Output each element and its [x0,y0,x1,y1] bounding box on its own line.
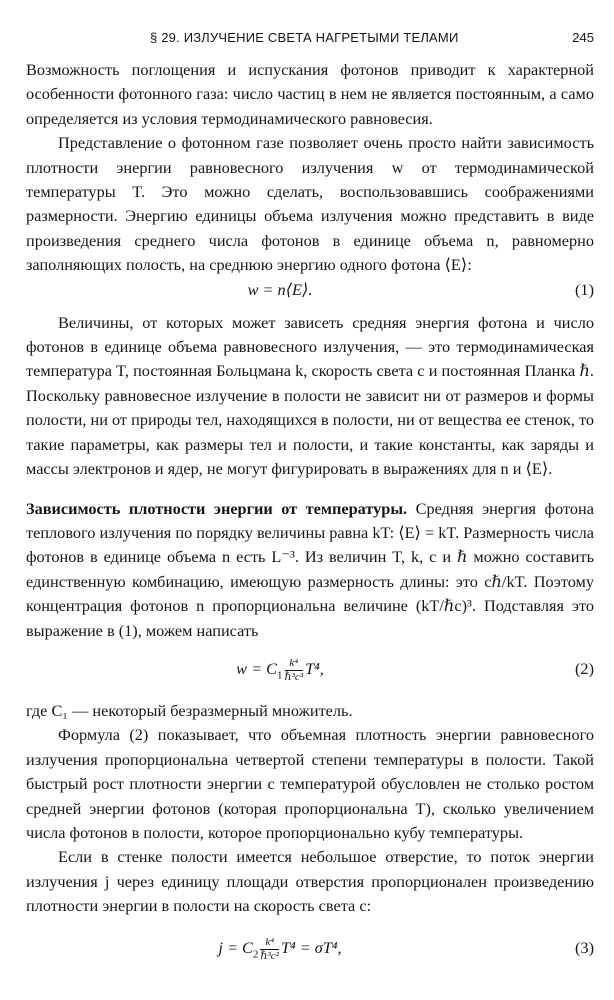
formula-2-fraction [285,657,304,684]
formula-1 [26,278,594,311]
running-header [0,0,614,60]
paragraph-6: Формула (2) показывает, что объемная плотность энергии равновесного излучения пропорциональна четвертой степени температуры в полости. Такой быстрый рост плотности энергии с температурой обусловлен не столько ростом средней энергии фотонов (которая пропорциональна T), сколько увеличением числа фотонов в полости, которое пропорционально кубу температуры. [26,725,594,842]
formula-2-number: (2) [575,658,594,678]
paragraph-1: Возможность поглощения и испускания фотонов приводит к характерной особенности фотонного газа: число частиц в нем не является постоянным, а само определяется из условия термодинамического равновесия. [26,60,594,128]
page-body [26,58,594,979]
formula-3-number: (3) [575,937,594,957]
formula-3-rhs: T⁴ = σT⁴, [280,937,342,957]
formula-2 [26,643,594,699]
formula-3-numerator: k⁴ [260,936,279,950]
formula-1-expression: w = n⟨E⟩. [247,279,313,299]
paragraph-4-text: Средняя энергия фотона теплового излучения по порядку величины равна kT: ⟨E⟩ = kT. Размерность числа фотонов в единице объема n есть L⁻³. Из величин T, k, c и ℏ можно составить единственную комбинацию, имеющую размерность длины: это cℏ/kT. Поэтому концентрация фотонов n пропорциональна величине (kT/ℏc)³. Подставляя это выражение в (1), можем написать [26,498,594,640]
paragraph-3: Величины, от которых может зависеть средняя энергия фотона и число фотонов в единице объема равновесного излучения, — это термодинамическая температура T, постоянная Больцмана k, скорость света c и постоянная Планка ℏ. Поскольку равновесное излучение в полости не зависит ни от размеров и формы полости, ни от природы тел, находящихся в полости, ни от вещества ее стенок, то такие параметры, как размеры тел и полости, и такие константы, как заряды и массы электронов и ядер, не могут фигурировать в выражениях для n и ⟨E⟩. [26,312,595,479]
paragraph-2: Представление о фотонном газе позволяет очень просто найти зависимость плотности энергии равновесного излучения w от термодинамической температуры T. Это можно сделать, воспользовавшись соображениями размерности. Энергию единицы объема излучения можно представить в виде произведения среднего числа фотонов в единице объема n, равномерно заполняющих полость, на среднюю энергию одного фотона ⟨E⟩: [26,133,594,275]
formula-3 [26,919,594,979]
formula-2-lhs: w = C [236,659,277,679]
section-title: § 29. ИЗЛУЧЕНИЕ СВЕТА НАГРЕТЫМИ ТЕЛАМИ [150,30,459,45]
formula-1-number: (1) [575,279,594,299]
paragraph-4-heading: Зависимость плотности энергии от температуры. [26,498,408,518]
formula-3-fraction [260,936,279,963]
formula-3-expression [26,936,534,963]
formula-2-numerator: k⁴ [285,657,304,671]
formula-2-expression [26,657,534,684]
formula-2-denominator: ℏ³c³ [284,670,304,683]
paragraph-4 [26,497,594,643]
formula-3-subscript: 2 [252,948,259,961]
paragraph-5: где C₁ — некоторый безразмерный множитель. [26,700,353,720]
formula-2-subscript: 1 [277,669,283,682]
formula-2-rhs: T⁴, [305,659,324,679]
page-number: 245 [572,30,594,45]
paragraph-7: Если в стенке полости имеется небольшое отверстие, то поток энергии излучения j через единицу площади отверстия пропорционален произведению плотности энергии в полости на скорость света c: [26,847,594,916]
formula-3-denominator: ℏ³c² [260,949,279,962]
formula-3-lhs: j = C [218,937,253,957]
